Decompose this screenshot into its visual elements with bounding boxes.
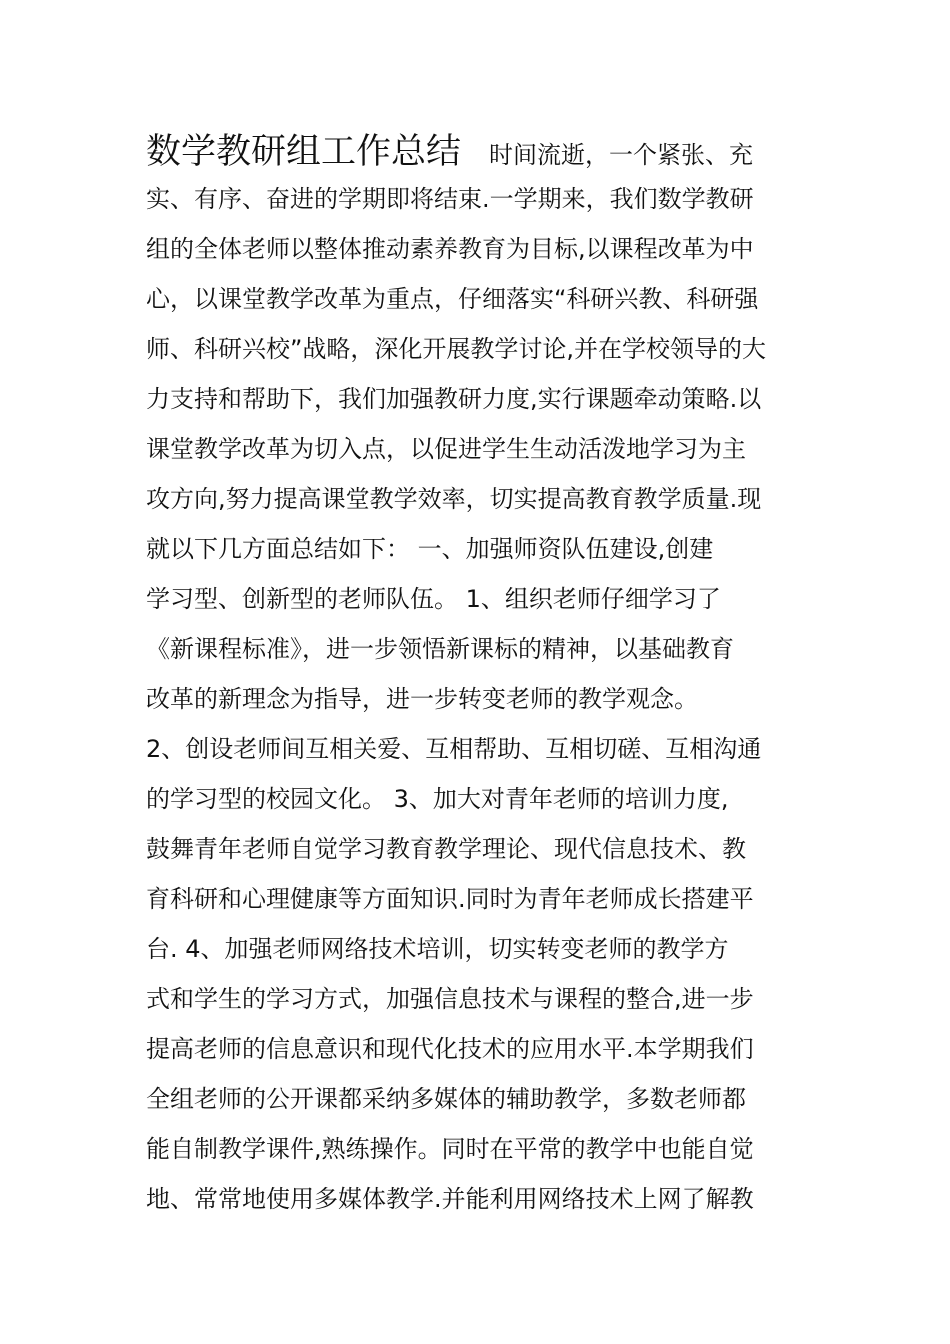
text-line-9: 就以下几方面总结如下： 一、加强师资队伍建设,创建 bbox=[146, 535, 714, 563]
text-line-1 bbox=[146, 127, 836, 177]
text-line-5: 师、科研兴校”战略，深化开展教学讨论,并在学校领导的大 bbox=[146, 335, 767, 363]
text-line-17: 台. 4、加强老师网络技术培训，切实转变老师的教学方 bbox=[146, 935, 729, 963]
document-title: 数学教研组工作总结 bbox=[146, 132, 462, 172]
text-line-20: 全组老师的公开课都采纳多媒体的辅助教学，多数老师都 bbox=[146, 1085, 746, 1113]
text-line-14: 的学习型的校园文化。 3、加大对青年老师的培训力度, bbox=[146, 785, 729, 813]
text-line-21: 能自制教学课件,熟练操作。同时在平常的教学中也能自觉 bbox=[146, 1135, 754, 1163]
text-line-10: 学习型、创新型的老师队伍。 1、组织老师仔细学习了 bbox=[146, 585, 721, 613]
text-line-4: 心，以课堂教学改革为重点，仔细落实“科研兴教、科研强 bbox=[146, 285, 759, 313]
text-line-16: 育科研和心理健康等方面知识.同时为青年老师成长搭建平 bbox=[146, 885, 754, 913]
text-line-1-content: 时间流逝，一个紧张、充 bbox=[489, 141, 754, 169]
text-line-22: 地、常常地使用多媒体教学.并能利用网络技术上网了解教 bbox=[146, 1185, 754, 1213]
text-line-8: 攻方向,努力提高课堂教学效率，切实提高教育教学质量.现 bbox=[146, 485, 762, 513]
text-line-11: 《新课程标准》，进一步领悟新课标的精神，以基础教育 bbox=[146, 635, 734, 663]
text-line-18: 式和学生的学习方式，加强信息技术与课程的整合,进一步 bbox=[146, 985, 754, 1013]
text-line-2: 实、有序、奋进的学期即将结束.一学期来，我们数学教研 bbox=[146, 185, 754, 213]
text-line-13: 2、创设老师间互相关爱、互相帮助、互相切磋、互相沟通 bbox=[146, 735, 762, 763]
text-line-7: 课堂教学改革为切入点，以促进学生生动活泼地学习为主 bbox=[146, 435, 746, 463]
text-line-3: 组的全体老师以整体推动素养教育为目标,以课程改革为中 bbox=[146, 235, 754, 263]
text-line-19: 提高老师的信息意识和现代化技术的应用水平.本学期我们 bbox=[146, 1035, 754, 1063]
text-line-15: 鼓舞青年老师自觉学习教育教学理论、现代信息技术、教 bbox=[146, 835, 746, 863]
text-line-12: 改革的新理念为指导，进一步转变老师的教学观念。 bbox=[146, 685, 698, 713]
text-line-6: 力支持和帮助下，我们加强教研力度,实行课题牵动策略.以 bbox=[146, 385, 762, 413]
